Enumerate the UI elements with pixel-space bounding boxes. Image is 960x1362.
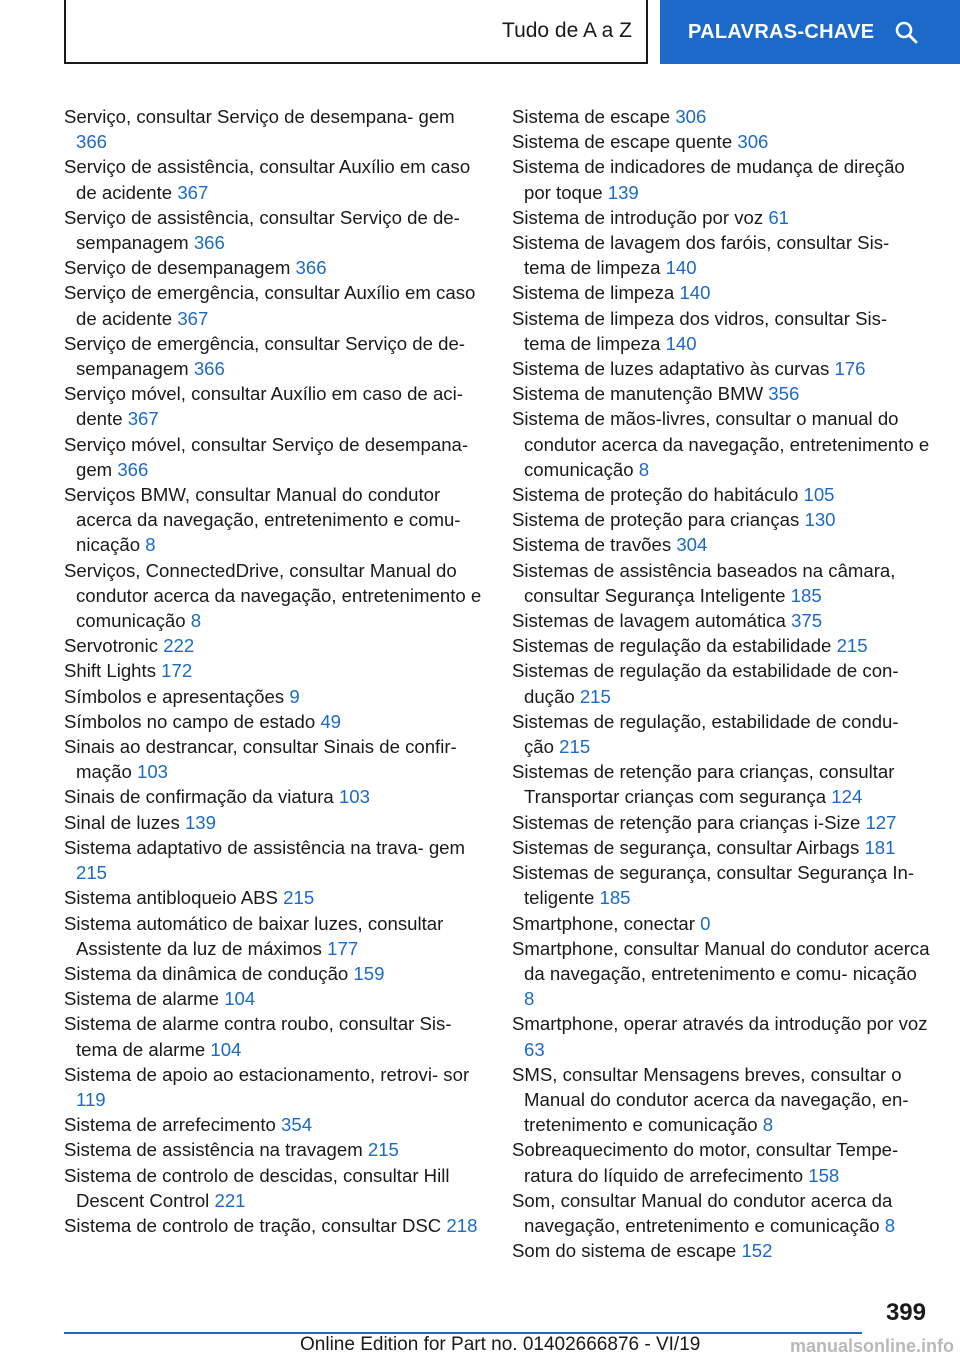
index-entry: [512, 860, 932, 910]
index-page-link[interactable]: 61: [768, 206, 790, 228]
index-entry-text: Sistema automático de baixar luzes, consultar Assistente da luz de máximos: [64, 912, 444, 959]
index-page-link[interactable]: 356: [768, 383, 800, 405]
index-page-link[interactable]: 139: [607, 181, 639, 203]
index-entry-text: Sistema de alarme contra roubo, consultar Sis- tema de alarme: [64, 1013, 452, 1060]
index-entry: [512, 129, 932, 154]
index-entry-text: Sistema de proteção do habitáculo: [512, 484, 799, 506]
index-page-link[interactable]: 185: [599, 887, 631, 909]
index-page-link[interactable]: 63: [524, 1038, 545, 1060]
index-page-link[interactable]: 8: [145, 534, 156, 556]
search-icon: [894, 20, 918, 44]
index-entry: [64, 381, 484, 431]
index-entry-text: Sistema de mãos-livres, consultar o manual do condutor acerca da navegação, entretenimento e comunicação: [512, 408, 930, 480]
index-page-link[interactable]: 354: [281, 1114, 313, 1136]
index-entry-text: Sistemas de segurança, consultar Segurança In- teligente: [512, 862, 915, 909]
index-entry-text: Serviço móvel, consultar Serviço de desempana- gem: [64, 433, 469, 480]
watermark-logo: manualsonline.info: [789, 1336, 954, 1356]
index-page-link[interactable]: 8: [638, 458, 650, 480]
index-entry: [64, 104, 484, 154]
index-entry: [64, 961, 484, 986]
index-page-link[interactable]: 103: [136, 761, 169, 783]
index-page-link[interactable]: 8: [524, 988, 535, 1010]
index-entry: [512, 306, 932, 356]
index-entry: [64, 1062, 484, 1112]
index-page-link[interactable]: 221: [214, 1189, 246, 1211]
index-entry-text: Sistema de escape: [512, 106, 671, 127]
index-entry: [64, 432, 484, 482]
index-entry: [64, 280, 484, 330]
index-entry-text: Sistemas de segurança, consultar Airbags: [512, 836, 860, 858]
index-entry: [64, 633, 484, 658]
index-entry-text: Sinais de confirmação da viatura: [64, 786, 334, 808]
index-page-link[interactable]: 0: [700, 912, 711, 934]
index-entry: [512, 1011, 932, 1061]
index-entry: [64, 1213, 484, 1238]
footer-edition-text: Online Edition for Part no. 01402666876 - VI/19: [300, 1334, 701, 1355]
index-entry-text: Sobreaquecimento do motor, consultar Tempe- ratura do líquido de arrefecimento: [512, 1139, 899, 1186]
index-entry: [512, 608, 932, 633]
index-page-link[interactable]: 215: [559, 736, 591, 758]
index-page-link[interactable]: 367: [127, 408, 159, 430]
index-page-link[interactable]: 140: [665, 257, 697, 279]
index-page-link[interactable]: 104: [224, 988, 256, 1010]
index-page-link[interactable]: 306: [737, 131, 769, 153]
index-page-link[interactable]: 367: [177, 181, 209, 203]
index-page-link[interactable]: 218: [446, 1214, 478, 1236]
index-entry-text: Sistema de travões: [512, 534, 672, 556]
index-entry-text: Sistema de manutenção BMW: [512, 383, 764, 405]
index-page-link[interactable]: 103: [338, 786, 370, 808]
index-entry-text: Sistema de limpeza dos vidros, consultar Sis- tema de limpeza: [512, 307, 888, 354]
index-entry-text: Símbolos e apresentações: [64, 685, 285, 707]
index-page-link[interactable]: 140: [665, 332, 697, 354]
index-entry: [64, 835, 484, 885]
index-page-link[interactable]: 215: [76, 862, 108, 884]
index-entry: [64, 205, 484, 255]
index-page-link[interactable]: 8: [884, 1214, 896, 1236]
index-entry-text: Sistema de introdução por voz: [512, 206, 764, 228]
index-page-link[interactable]: 104: [210, 1038, 242, 1060]
index-entry: [64, 1112, 484, 1137]
index-entry-text: Smartphone, operar através da introdução por voz: [512, 1013, 928, 1035]
index-entry-text: Som, consultar Manual do condutor acerca da navegação, entretenimento e comunicação: [512, 1189, 893, 1236]
index-entry: [512, 1238, 932, 1263]
index-entry-text: Serviços BMW, consultar Manual do condutor acerca da navegação, entretenimento e comu- nicação: [64, 484, 461, 556]
index-entry-text: Serviço móvel, consultar Auxílio em caso de aci- dente: [64, 383, 463, 430]
index-entry: [64, 154, 484, 204]
index-entry: [64, 986, 484, 1011]
index-page-link[interactable]: 304: [676, 534, 708, 556]
page-number: 399: [885, 1299, 926, 1326]
index-entry-text: Sistema de indicadores de mudança de direção por toque: [512, 156, 905, 203]
index-page-link[interactable]: 9: [289, 685, 300, 707]
index-entry: [512, 835, 932, 860]
index-page-link[interactable]: 127: [865, 811, 897, 833]
index-entry-text: Sistema de luzes adaptativo às curvas: [512, 358, 830, 380]
index-entry: [64, 709, 484, 734]
index-entry-text: Sistema de controlo de descidas, consultar Hill Descent Control: [64, 1164, 450, 1211]
index-page-link[interactable]: 49: [320, 710, 342, 732]
index-entry: [512, 709, 932, 759]
index-entry: [512, 911, 932, 936]
index-entry: [64, 684, 484, 709]
index-entry-text: Smartphone, conectar: [512, 912, 701, 934]
index-page-link[interactable]: 306: [675, 106, 707, 127]
index-entry-text: Servotronic: [64, 635, 159, 657]
index-page-link[interactable]: 375: [791, 610, 823, 632]
index-entry-text: Serviço de desempanagem: [64, 257, 291, 279]
index-entry: [512, 532, 932, 557]
index-page-link[interactable]: 105: [803, 484, 835, 506]
index-page-link[interactable]: 215: [836, 635, 868, 657]
index-entry-text: Sinal de luzes: [64, 811, 180, 833]
index-entry-text: Sistemas de regulação da estabilidade de con- dução: [512, 660, 899, 707]
index-entry: [64, 810, 484, 835]
index-entry: [64, 331, 484, 381]
index-entry: [64, 482, 484, 558]
index-entry-text: Sistema antibloqueio ABS: [64, 887, 278, 909]
index-entry: [512, 154, 932, 204]
index-entry: [512, 936, 932, 1012]
index-page-link[interactable]: 172: [161, 660, 193, 682]
index-entry-text: Sistemas de assistência baseados na câmara, consultar Segurança Inteligente: [512, 559, 896, 606]
index-entry-text: Serviços, ConnectedDrive, consultar Manual do condutor acerca da navegação, entretenimento e comunicação: [64, 559, 482, 632]
tab-keywords[interactable]: [660, 0, 960, 64]
index-entry-text: Serviço, consultar Serviço de desempana- gem: [64, 106, 455, 127]
index-entry: [64, 558, 484, 634]
index-entry-text: Sistemas de regulação, estabilidade de condu- ção: [512, 710, 899, 758]
index-page-link[interactable]: 215: [367, 1139, 399, 1161]
index-page-link[interactable]: 215: [283, 887, 315, 909]
index-page-link[interactable]: 366: [76, 131, 108, 153]
index-page-link[interactable]: 158: [808, 1164, 840, 1186]
index-entry-text: Smartphone, consultar Manual do condutor acerca da navegação, entretenimento e comu- nicação: [512, 937, 930, 984]
index-entry-text: Símbolos no campo de estado: [64, 710, 316, 732]
index-entry: [512, 104, 932, 129]
index-page-link[interactable]: 176: [834, 358, 866, 380]
index-entry: [512, 507, 932, 532]
index-page-link[interactable]: 366: [117, 458, 149, 480]
index-entry-text: Serviço de emergência, consultar Serviço de de- sempanagem: [64, 332, 466, 380]
index-entry: [512, 280, 932, 305]
index-column-right: [512, 104, 932, 1263]
index-entry: [512, 658, 932, 708]
index-page-link[interactable]: 139: [184, 811, 216, 833]
index-page-link[interactable]: 130: [804, 509, 836, 531]
index-page-link[interactable]: 119: [76, 1088, 106, 1110]
index-entry: [512, 633, 932, 658]
index-page-link[interactable]: 366: [295, 257, 327, 279]
index-entry-text: Sistema de arrefecimento: [64, 1114, 276, 1136]
index-entry: [64, 1163, 484, 1213]
index-entry-text: Sistema de assistência na travagem: [64, 1139, 363, 1161]
index-page-link[interactable]: 8: [762, 1114, 774, 1136]
index-page-link[interactable]: 8: [190, 610, 202, 632]
index-entry: [512, 558, 932, 608]
index-entry: [512, 205, 932, 230]
index-entry-text: Sistema de proteção para crianças: [512, 509, 800, 531]
tab-a-to-z[interactable]: [64, 0, 648, 64]
index-entry-text: Sinais ao destrancar, consultar Sinais de confir- mação: [64, 736, 457, 783]
index-entry-text: Sistema de apoio ao estacionamento, retrovi- sor: [64, 1063, 470, 1085]
tab-keywords-label: PALAVRAS-CHAVE: [688, 20, 875, 43]
index-entry: [64, 784, 484, 809]
index-page-link[interactable]: 366: [193, 232, 225, 254]
index-entry: [64, 658, 484, 683]
index-page-link[interactable]: 181: [864, 836, 896, 858]
index-entry-text: Sistemas de regulação da estabilidade: [512, 635, 832, 657]
index-entry: [512, 759, 932, 809]
index-entry-text: Serviço de assistência, consultar Auxílio em caso de acidente: [64, 156, 471, 203]
index-page-link[interactable]: 140: [679, 282, 711, 304]
header-tabs: [64, 0, 960, 66]
index-entry: [512, 1062, 932, 1138]
index-entry: [512, 1137, 932, 1187]
index-entry-text: Som do sistema de escape: [512, 1240, 737, 1262]
index-page-link[interactable]: 215: [579, 685, 611, 707]
index-entry-text: Sistema de escape quente: [512, 131, 733, 153]
index-entry: [64, 734, 484, 784]
index-entry-text: Sistema adaptativo de assistência na trava- gem: [64, 836, 466, 858]
index-entry: [512, 1188, 932, 1238]
index-entry-text: Serviço de emergência, consultar Auxílio em caso de acidente: [64, 282, 476, 329]
index-entry-text: Sistemas de retenção para crianças i-Size: [512, 811, 861, 833]
index-page-link[interactable]: 159: [353, 962, 385, 984]
index-entry: [64, 911, 484, 961]
index-entry: [64, 1137, 484, 1162]
index-page-link[interactable]: 177: [327, 937, 359, 959]
index-entry-text: Sistemas de lavagem automática: [512, 610, 786, 632]
index-entry: [512, 381, 932, 406]
index-entry-text: Sistema de alarme: [64, 988, 220, 1010]
index-column-left: [64, 104, 484, 1238]
index-entry-text: Serviço de assistência, consultar Serviço de de- sempanagem: [64, 206, 460, 254]
index-entry-text: Sistema de limpeza: [512, 282, 675, 304]
index-page-link[interactable]: 366: [193, 358, 225, 380]
index-entry-text: SMS, consultar Mensagens breves, consultar o Manual do condutor acerca da navegação, en- tretenimento e comunicação: [512, 1063, 909, 1136]
index-entry: [64, 255, 484, 280]
index-entry: [512, 356, 932, 381]
index-entry-text: Sistema de lavagem dos faróis, consultar Sis- tema de limpeza: [512, 232, 890, 279]
index-entry: [512, 406, 932, 482]
index-entry-text: Sistema da dinâmica de condução: [64, 962, 349, 984]
index-entry-text: Sistema de controlo de tração, consultar DSC: [64, 1214, 442, 1236]
index-page-link[interactable]: 124: [831, 786, 863, 808]
index-page-link[interactable]: 367: [177, 307, 209, 329]
index-entry: [64, 1011, 484, 1061]
index-page-link[interactable]: 185: [790, 584, 822, 606]
index-entry: [512, 482, 932, 507]
index-entry: [64, 885, 484, 910]
index-entry-text: Shift Lights: [64, 660, 156, 682]
tab-a-to-z-label: Tudo de A a Z: [502, 19, 632, 42]
index-entry-text: Sistemas de retenção para crianças, consultar Transportar crianças com segurança: [512, 761, 895, 808]
index-entry: [512, 230, 932, 280]
index-page-link[interactable]: 152: [741, 1240, 773, 1262]
index-page-link[interactable]: 222: [163, 635, 195, 657]
index-entry: [512, 810, 932, 835]
